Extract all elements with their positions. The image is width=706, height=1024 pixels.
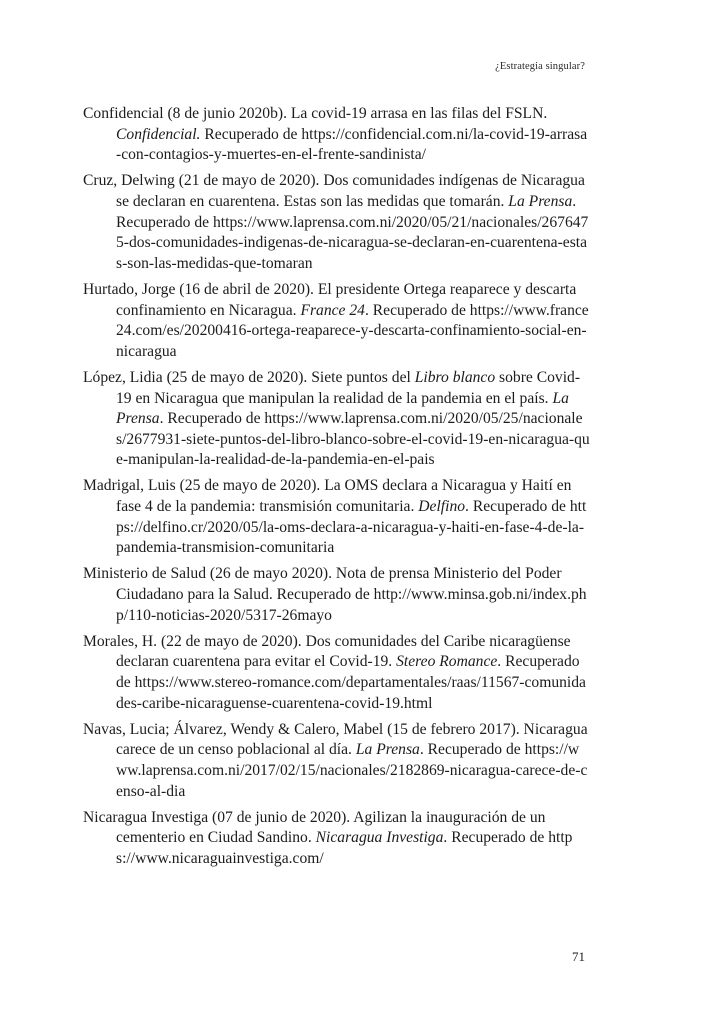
reference-text: López, Lidia (25 de mayo de 2020). Siete puntos del	[83, 368, 415, 386]
reference-text: Ministerio de Salud (26 de mayo 2020). Nota de prensa Ministerio del Poder Ciudadano para la Salud. Recuperado de	[83, 565, 562, 604]
reference-text: Cruz, Delwing (21 de mayo de 2020). Dos comunidades indígenas de Nicaragua se declaran en cuarentena. Estas son las medidas que tomarán.	[83, 172, 585, 210]
reference-entry	[83, 720, 590, 802]
reference-source: Delfino	[418, 498, 466, 516]
reference-url[interactable]: https://delfino.cr/2020/05/la-oms-declara-a-nicaragua-y-haiti-en-fase-4-de-la-pandemia-transmision-comunitaria	[116, 498, 587, 557]
reference-text: . Recuperado de	[116, 653, 580, 691]
reference-entry	[83, 280, 590, 362]
reference-text: Recuperado de	[200, 125, 302, 143]
reference-text: Morales, H. (22 de mayo de 2020). Dos comunidades del Caribe nicaragüense declaran cuarentena para evitar el Covid-19.	[83, 632, 571, 671]
reference-entry	[83, 104, 590, 166]
reference-text: Nicaragua Investiga (07 de junio de 2020). Agilizan la inauguración de un cementerio en Ciudad Sandino.	[83, 808, 546, 847]
reference-text: sobre Covid-19 en Nicaragua que manipulan la realidad de la pandemia en el país.	[116, 368, 581, 407]
running-header: ¿Estrategia singular?	[495, 61, 585, 72]
reference-text: . Recuperado de	[364, 301, 470, 319]
reference-list	[83, 104, 590, 875]
reference-source: La Prensa	[508, 192, 573, 210]
reference-entry	[83, 808, 590, 870]
reference-source: Stereo Romance	[396, 653, 498, 671]
reference-url[interactable]: https://www.laprensa.com.ni/2020/05/25/nacionales/2677931-siete-puntos-del-libro-blanco-sobre-el-covid-19-en-nicaragua-que-manipulan-la-realidad-de-la-pandemia-en-el-pais	[116, 410, 590, 469]
reference-text: Madrigal, Luis (25 de mayo de 2020). La OMS declara a Nicaragua y Haití en fase 4 de la pandemia: transmisión comunitaria.	[83, 477, 572, 516]
reference-entry	[83, 564, 590, 626]
reference-entry	[83, 632, 590, 714]
reference-url[interactable]: http://www.minsa.gob.ni/index.php/110-noticias-2020/5317-26mayo	[116, 586, 587, 624]
reference-text: Navas, Lucia; Álvarez, Wendy & Calero, Mabel (15 de febrero 2017). Nicaragua carece de un censo poblacional al día.	[83, 720, 588, 759]
reference-text: Hurtado, Jorge (16 de abril de 2020). El presidente Ortega reaparece y descarta confinamiento en Nicaragua.	[83, 280, 577, 319]
reference-url[interactable]: https://www.laprensa.com.ni/2020/05/21/nacionales/2676475-dos-comunidades-indigenas-de-nicaragua-se-declaran-en-cuarentena-estas-son-las-medidas-que-tomaran	[116, 213, 589, 272]
reference-text: . Recuperado de	[159, 410, 265, 428]
reference-text: . Recuperado de	[465, 498, 570, 516]
reference-entry	[83, 171, 590, 274]
reference-entry	[83, 476, 590, 558]
reference-source: France 24	[300, 301, 365, 319]
reference-url[interactable]: https://www.laprensa.com.ni/2017/02/15/nacionales/2182869-nicaragua-carece-de-censo-al-dia	[116, 741, 588, 800]
reference-url[interactable]: https://www.stereo-romance.com/departamentales/raas/11567-comunidades-caribe-nicaraguense-cuarentena-covid-19.html	[116, 674, 586, 712]
reference-text: . Recuperado de	[443, 829, 549, 847]
reference-url[interactable]: https://confidencial.com.ni/la-covid-19-arrasa-con-contagios-y-muertes-en-el-frente-sandinista/	[116, 125, 588, 164]
reference-source: La Prensa	[116, 389, 569, 428]
page-number: 71	[572, 949, 585, 964]
reference-url[interactable]: https://www.nicaraguainvestiga.com/	[116, 829, 573, 867]
reference-text: Confidencial (8 de junio 2020b). La covid-19 arrasa en las filas del FSLN.	[83, 105, 548, 122]
reference-source: Confidencial.	[116, 125, 201, 143]
reference-url[interactable]: https://www.france24.com/es/20200416-ortega-reaparece-y-descarta-confinamiento-social-en-nicaragua	[116, 301, 589, 360]
reference-source: Nicaragua Investiga	[315, 829, 444, 847]
reference-entry	[83, 368, 590, 471]
reference-source: La Prensa	[355, 741, 420, 759]
reference-text: . Recuperado de	[419, 741, 525, 759]
reference-source: Libro blanco	[414, 368, 496, 386]
reference-text: . Recuperado de	[116, 192, 577, 231]
